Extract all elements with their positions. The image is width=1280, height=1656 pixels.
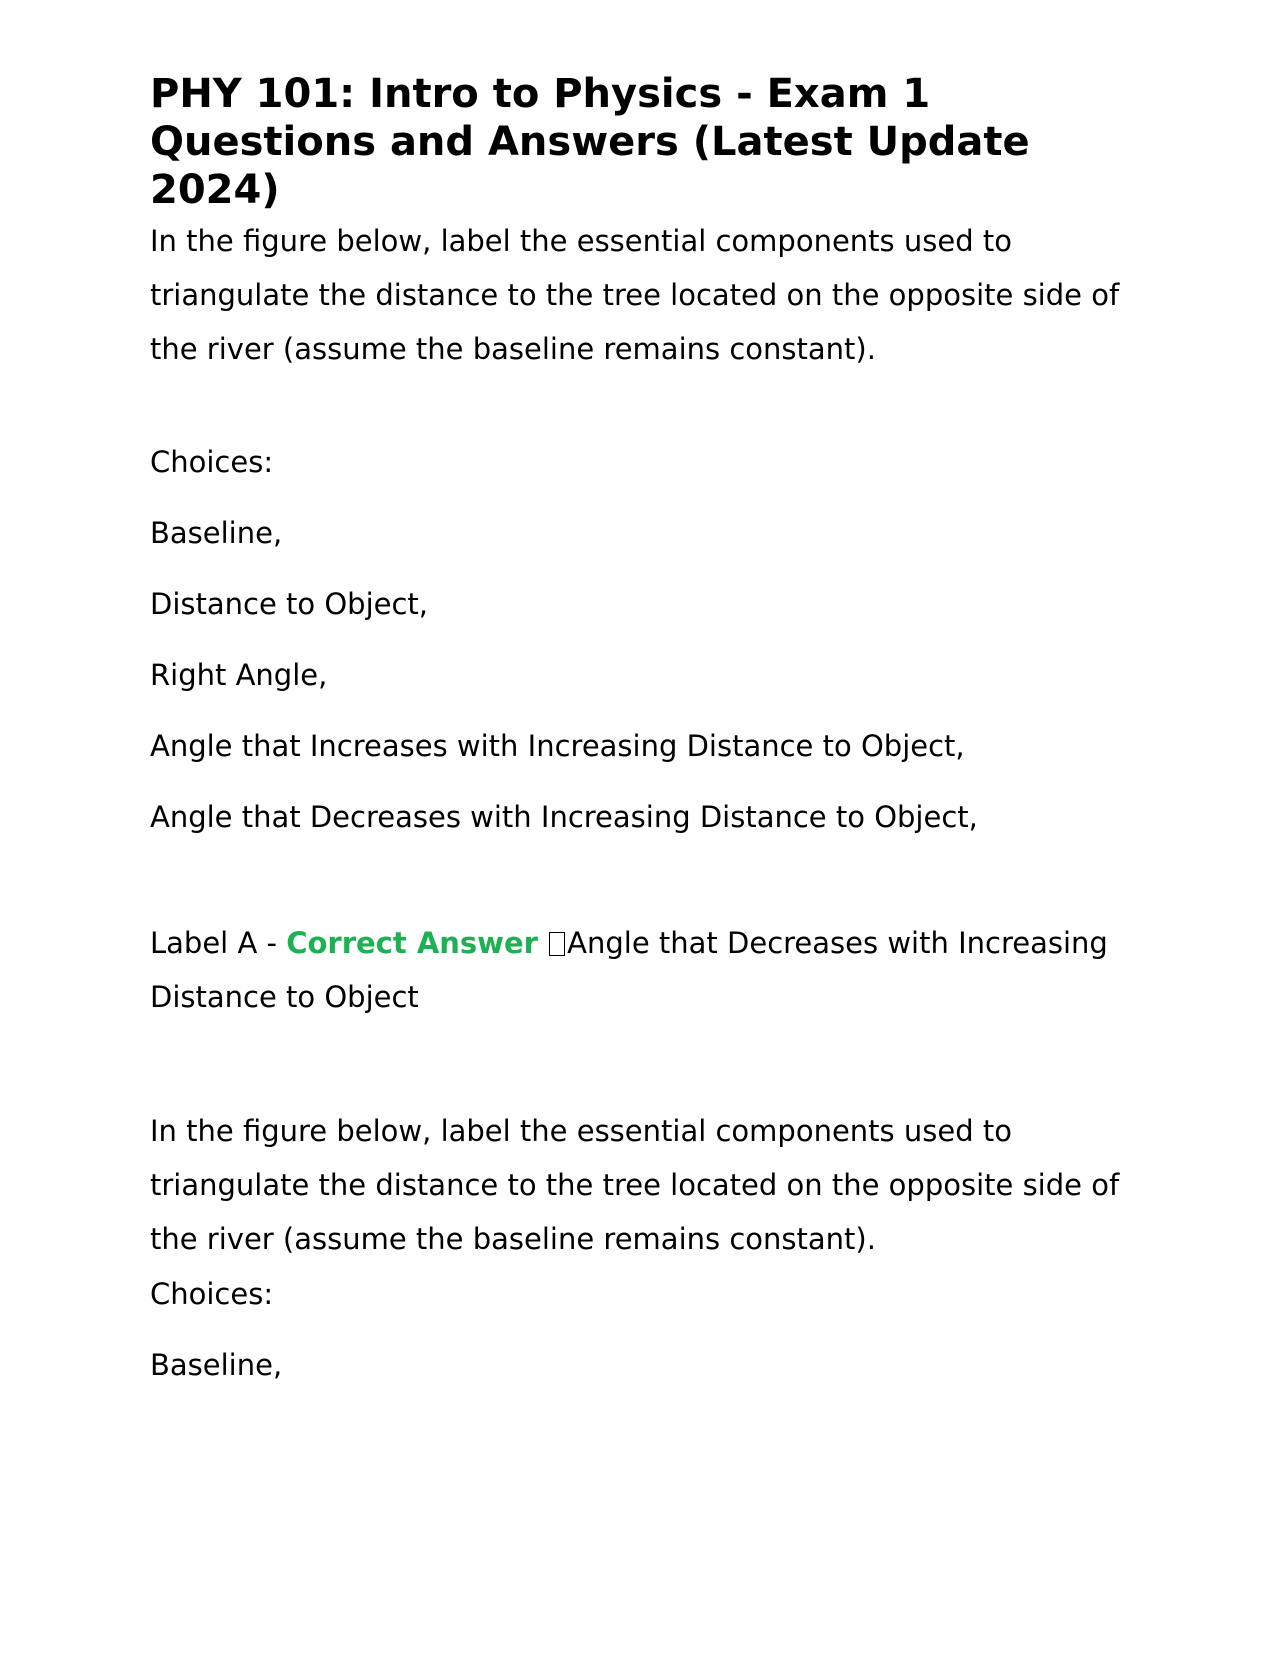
question-2-prompt: In the figure below, label the essential components used to triangulate the distance to the tree located on the opposite side of the river (assume the baseline remains constant).	[150, 1114, 1120, 1256]
answer-prefix: Label A -	[150, 926, 287, 960]
question-1-choices-heading: Choices:	[150, 445, 274, 479]
question-1-choice: Baseline,	[150, 516, 283, 550]
question-1-choice: Distance to Object,	[150, 587, 429, 621]
question-2-choices-heading: Choices:	[150, 1277, 274, 1311]
answer-text: Angle that Decreases with Increasing Distance to Object	[150, 926, 1108, 1014]
missing-glyph-icon	[549, 932, 565, 956]
question-2-choice: Baseline,	[150, 1348, 283, 1382]
question-1-choice: Angle that Decreases with Increasing Distance to Object,	[150, 800, 978, 834]
spacer	[150, 1266, 1150, 1274]
document-page	[150, 70, 1150, 1416]
spacer	[150, 868, 1150, 916]
question-1-prompt: In the figure below, label the essential components used to triangulate the distance to the tree located on the opposite side of the river (assume the baseline remains constant).	[150, 224, 1120, 366]
document-title: PHY 101: Intro to Physics - Exam 1 Questions and Answers (Latest Update 2024)	[150, 71, 1030, 213]
spacer	[150, 1024, 1150, 1104]
question-1-answer	[150, 916, 1150, 1024]
question-1-choice: Angle that Increases with Increasing Distance to Object,	[150, 729, 965, 763]
question-1-choice: Right Angle,	[150, 658, 328, 692]
spacer	[150, 376, 1150, 442]
correct-answer-label: Correct Answer	[286, 926, 538, 960]
